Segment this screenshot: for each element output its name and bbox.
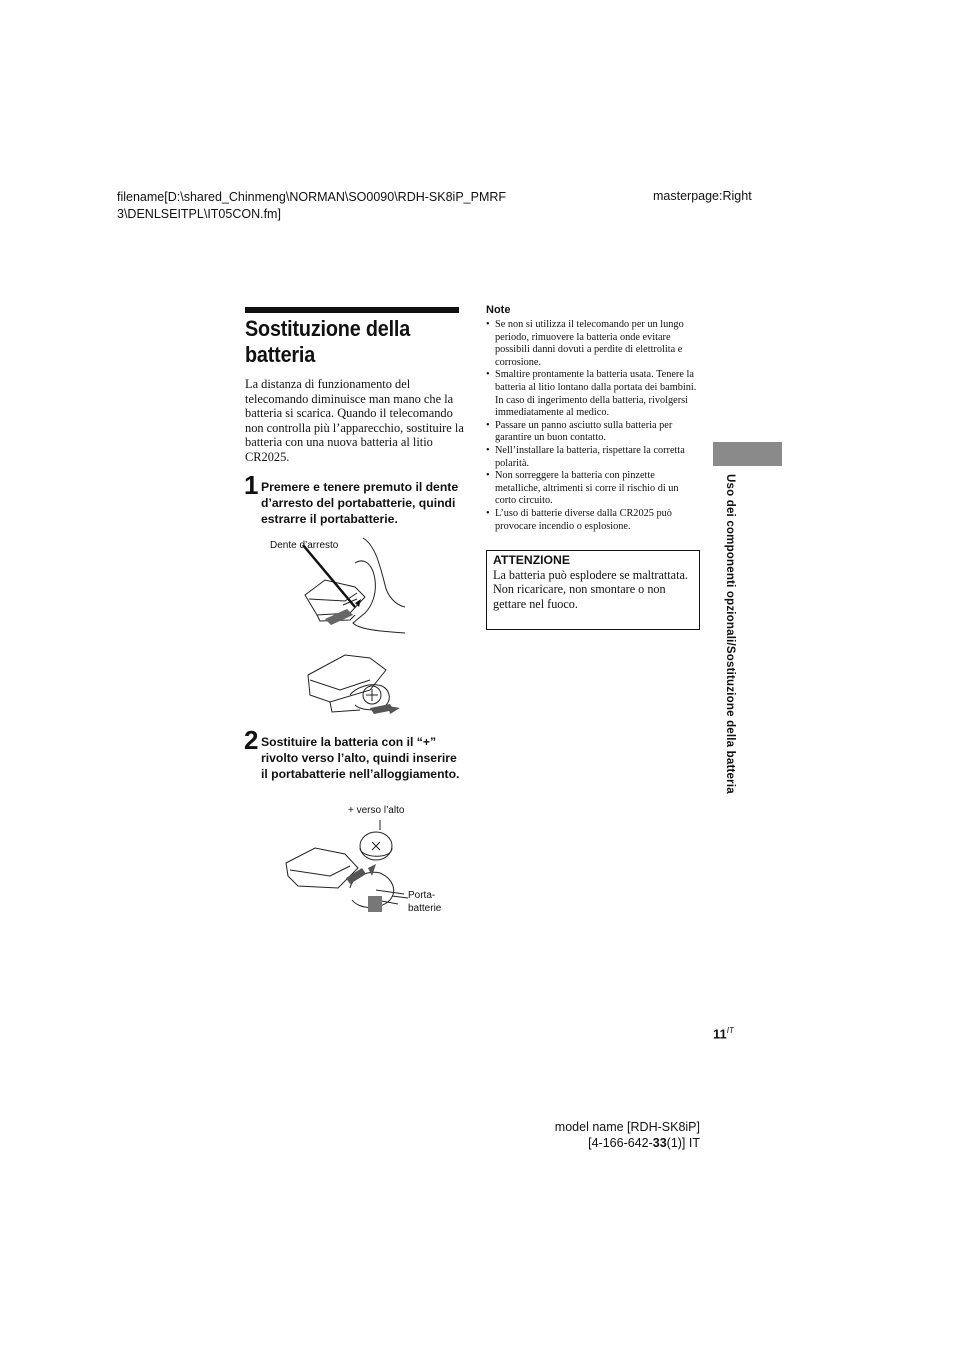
warning-text: [493, 568, 693, 611]
page-number: [713, 1026, 734, 1041]
step-2-number: 2: [244, 725, 259, 755]
intro-paragraph: La distanza di funzionamento del telecomando diminuisce man mano che la batteria si scarica. Quando il telecomando non controlla più l’apparecchio, sostituire la batteria con una nuova batteria al litio CR2025.: [245, 377, 464, 464]
footer-code-bold: 33: [652, 1136, 667, 1150]
page-number-value: 11: [713, 1026, 727, 1042]
header-filename-line1: filename[D:\shared_Chinmeng\NORMAN\SO0090\RDH-SK8iP_PMRF: [117, 190, 507, 204]
footer: [520, 1119, 700, 1151]
figure-insert-battery: [280, 818, 410, 918]
note-item: • L’uso di batterie diverse dalla CR2025 può provocare incendio o esplosione.: [486, 508, 701, 533]
side-tab-marker: [713, 442, 782, 466]
note-item: • Passare un panno asciutto sulla batteria per garantire un buon contatto.: [486, 420, 701, 445]
warning-line-2: Non ricaricare, non smontare o non gettare nel fuoco.: [493, 582, 666, 611]
warning-title: ATTENZIONE: [493, 553, 570, 567]
label-verso-alto: + verso l’alto: [348, 805, 405, 816]
notes-title: Note: [486, 304, 511, 316]
label-dente-arresto: Dente d’arresto: [270, 540, 339, 551]
note-item: • Nell’installare la batteria, rispettare la corretta polarità.: [486, 445, 701, 470]
warning-line-1: La batteria può esplodere se maltrattata.: [493, 568, 688, 582]
footer-model: model name [RDH-SK8iP]: [554, 1120, 700, 1134]
header-masterpage: masterpage:Right: [653, 189, 752, 203]
header-filename: [117, 189, 506, 223]
label-porta-batterie: [408, 889, 448, 915]
section-title: Sostituzione della batteria: [245, 316, 411, 367]
footer-code-suffix: (1)] IT: [666, 1136, 700, 1150]
label-porta-line1: Porta-: [408, 890, 436, 901]
label-porta-line2: batterie: [408, 903, 442, 914]
title-rule: [245, 307, 459, 313]
step-1-number: 1: [244, 470, 259, 500]
note-item: • Smaltire prontamente la batteria usata. Tenere la batteria al litio lontano dalla portata dei bambini. In caso di ingerimento della batteria, rivolgersi immediatamente al medico.: [486, 369, 701, 419]
page-lang: IT: [726, 1026, 734, 1035]
step-2-text: Sostituire la batteria con il “+” rivolto verso l’alto, quindi inserire il portabatterie nell’alloggiamento.: [261, 735, 460, 781]
side-tab-text: Uso dei componenti opzionali/Sostituzione della batteria: [724, 474, 736, 794]
step-1-text: Premere e tenere premuto il dente d’arresto del portabatterie, quindi estrarre il portabatterie.: [261, 480, 459, 526]
note-item: • Non sorreggere la batteria con pinzette metalliche, altrimenti si corre il rischio di un corto circuito.: [486, 470, 701, 508]
notes-list: [486, 319, 701, 533]
footer-code: [520, 1135, 700, 1151]
footer-code-prefix: [4-166-642-: [588, 1136, 653, 1150]
note-item: • Se non si utilizza il telecomando per un lungo periodo, rimuovere la batteria onde evitare possibili danni dovuti a perdite di elettrolita e corrosione.: [486, 319, 701, 369]
header-filename-line2: 3\DENLSEITPL\IT05CON.fm]: [117, 207, 281, 221]
figure-remove-holder: [300, 650, 410, 720]
